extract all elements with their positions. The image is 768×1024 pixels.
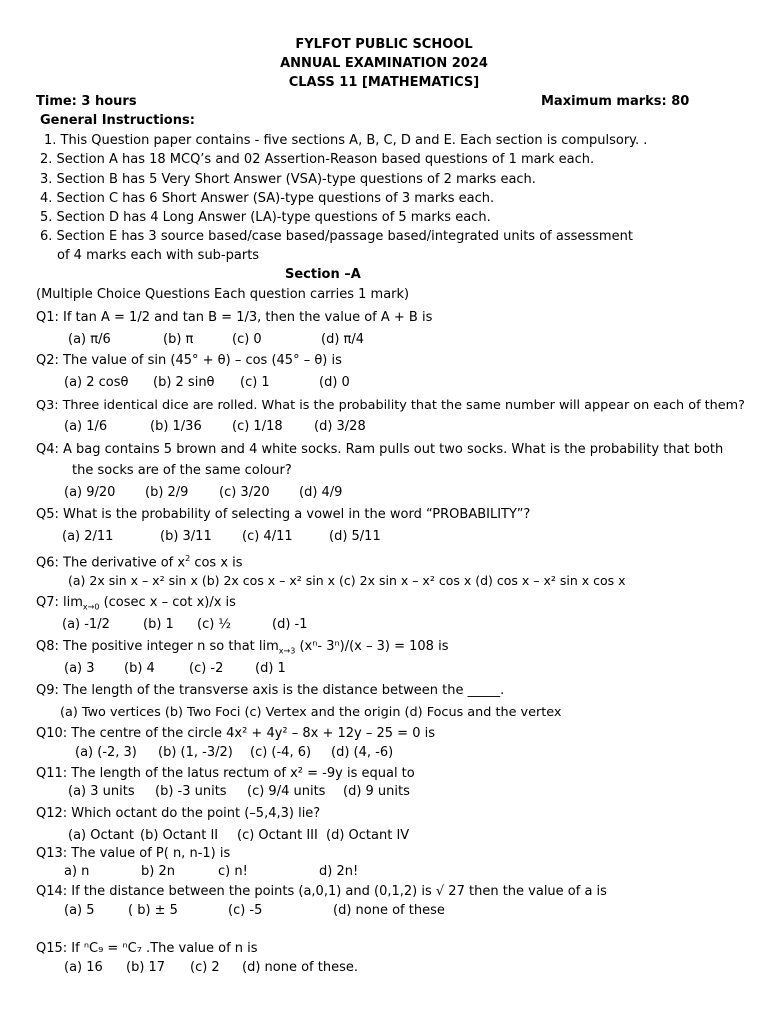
option: (b) 3/11 [160,529,212,544]
instruction-item: 5. Section D has 4 Long Answer (LA)-type questions of 5 marks each. [40,210,491,225]
option: (c) 2 [190,960,220,975]
option: (d) (4, -6) [331,745,394,760]
option: (d) 3/28 [314,419,366,434]
option: (d) -1 [272,617,308,632]
option: (b) 1 [143,617,174,632]
option: (a) 2 cosθ [64,375,129,390]
option: (d) 1 [255,661,286,676]
option: a) n [64,864,90,879]
option: b) 2n [141,864,175,879]
question-text-continued: the socks are of the same colour? [72,463,292,478]
option: (a) Octant [68,828,135,843]
question-text: Q12: Which octant do the point (–5,4,3) lie? [36,806,321,821]
question-text: Q10: The centre of the circle 4x² + 4y² – 8x + 12y – 25 = 0 is [36,726,435,741]
question-text: Q6: The derivative of $x^2$ cos x is [36,554,243,571]
option: (a) (-2, 3) [75,745,137,760]
option: (c) 4/11 [242,529,293,544]
option: (b) 17 [126,960,166,975]
instruction-item: 2. Section A has 18 MCQ’s and 02 Assertion-Reason based questions of 1 mark each. [40,152,595,167]
question-text: Q3: Three identical dice are rolled. What is the probability that the same number will appear on each of them? [36,398,745,413]
option: (c) 1 [240,375,270,390]
option: (a) 5 [64,903,95,918]
option: (c) -5 [228,903,263,918]
option: (c) (-4, 6) [250,745,312,760]
question-text: Q5: What is the probability of selecting a vowel in the word “PROBABILITY”? [36,507,531,522]
option: d) 2n! [319,864,359,879]
option: (c) 9/4 units [247,784,326,799]
instruction-item: 4. Section C has 6 Short Answer (SA)-type questions of 3 marks each. [40,191,495,206]
option: (c) 1/18 [232,419,283,434]
option: (a) π/6 [68,332,111,347]
question-text: Q13: The value of P( n, n-1) is [36,846,231,861]
question-text: Q11: The length of the latus rectum of x² = -9y is equal to [36,766,415,781]
option: (d) Octant IV [326,828,410,843]
question-text: Q7: $\lim_{x\to 0} (cosec$ x – cot x)/x is [36,595,236,612]
question-text: Q9: The length of the transverse axis is the distance between the _____. [36,683,505,698]
option: (b) 2 sinθ [153,375,215,390]
option: (c) 0 [232,332,262,347]
option: (b) Octant II [140,828,219,843]
option: (a) 16 [64,960,103,975]
question-text: Q15: If ⁿC₉ = ⁿC₇ .The value of n is [36,941,258,956]
option: (a) 9/20 [64,485,116,500]
class-title: CLASS 11 [MATHEMATICS] [288,75,480,90]
option: (d) π/4 [321,332,365,347]
instruction-item: 1. This Question paper contains - five sections A, B, C, D and E. Each section is compulsory. . [44,133,648,148]
section-subtitle: (Multiple Choice Questions Each question carries 1 mark) [36,287,410,302]
max-marks: Maximum marks: 80 [541,94,690,109]
question-text: Q8: The positive integer n so that $\lim_{x\to 3} (x^n-$ 3ⁿ)/(x – 3) = 108 is [36,639,449,656]
option: (c) 3/20 [219,485,270,500]
option: (a) -1/2 [62,617,110,632]
option: (a) 3 [64,661,95,676]
option: (d) none of these. [242,960,358,975]
question-text: Q2: The value of sin (45° + θ) – cos (45° – θ) is [36,353,342,368]
exam-title: ANNUAL EXAMINATION 2024 [280,56,488,71]
section-title: Section –A [285,267,361,282]
option: (b) 1/36 [150,419,202,434]
option: (d) 5/11 [329,529,381,544]
question-text: Q1: If tan A = 1/2 and tan B = 1/3, then the value of A + B is [36,310,433,325]
option: (a) 2/11 [62,529,114,544]
option: (a) 3 units [68,784,135,799]
option: (a) 1/6 [64,419,108,434]
option: (c) ½ [197,617,232,632]
option: (b) 4 [124,661,155,676]
instruction-item: of 4 marks each with sub-parts [57,248,260,263]
option: ( b) ± 5 [128,903,178,918]
option: (b) -3 units [155,784,227,799]
option: (d) 4/9 [299,485,343,500]
option: c) n! [218,864,248,879]
instruction-item: 3. Section B has 5 Very Short Answer (VSA)-type questions of 2 marks each. [40,172,536,187]
options-line: (a) Two vertices (b) Two Foci (c) Vertex and the origin (d) Focus and the vertex [60,705,562,720]
instructions-title: General Instructions: [40,113,195,128]
question-text: Q14: If the distance between the points (a,0,1) and (0,1,2) is √ 27 then the value of a is [36,884,607,899]
option: (d) 0 [319,375,350,390]
option: (d) none of these [333,903,445,918]
instruction-item: 6. Section E has 3 source based/case based/passage based/integrated units of assessment [40,229,633,244]
option: (c) -2 [189,661,224,676]
school-name: FYLFOT PUBLIC SCHOOL [295,37,473,52]
option: (c) Octant III [237,828,318,843]
option: (d) 9 units [343,784,410,799]
exam-time: Time: 3 hours [36,94,137,109]
question-text: Q4: A bag contains 5 brown and 4 white socks. Ram pulls out two socks. What is the probability that both [36,442,724,457]
options-line: (a) 2x sin x – x² sin x (b) 2x cos x – x² sin x (c) 2x sin x – x² cos x (d) cos x – x² sin x cos x [68,573,626,588]
option: (b) (1, -3/2) [158,745,233,760]
option: (b) 2/9 [145,485,189,500]
option: (b) π [163,332,194,347]
